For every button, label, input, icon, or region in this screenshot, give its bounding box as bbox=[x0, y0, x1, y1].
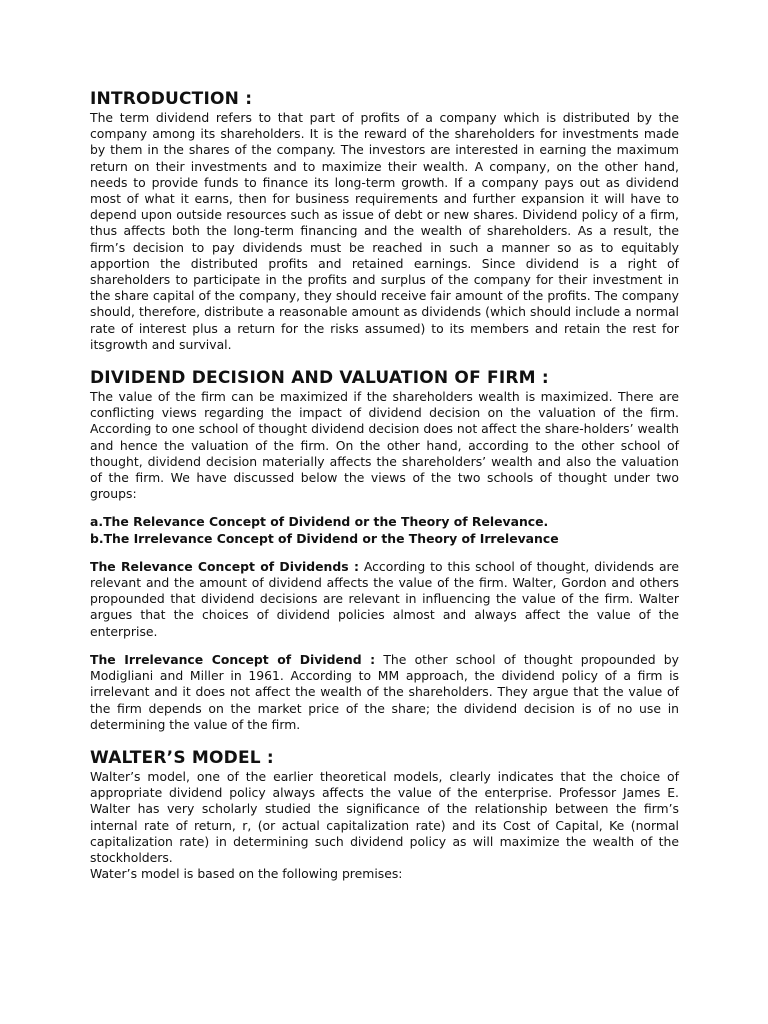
dividend-decision-body: The value of the firm can be maximized if the shareholders wealth is maximized. There are conflicting views regarding the impact of dividend decision on the valuation of the firm. According to one school of thought dividend decision does not affect the share-holders’ wealth and hence the valuation of the firm. On the other hand, according to the other school of thought, dividend decision materially affects the shareholders’ wealth and also the valuation of the firm. We have discussed below the views of the two schools of thought under two groups: bbox=[90, 389, 679, 502]
theory-list bbox=[90, 514, 679, 546]
walters-model-heading: WALTER’S MODEL : bbox=[90, 747, 274, 768]
list-item-text: The Relevance Concept of Dividend or the Theory of Relevance. bbox=[103, 514, 549, 530]
introduction-heading: INTRODUCTION : bbox=[90, 89, 253, 109]
spacer bbox=[90, 353, 679, 367]
list-marker: a. bbox=[90, 514, 104, 530]
irrelevance-body: The other school of thought propounded by Modigliani and Miller in 1961. According to MM approach, the dividend policy of a firm is irrelevant and it does not affect the wealth of the shareholders. They argue that the value of the firm depends on the market price of the share; the dividend decision is of no use in determining the value of the firm. bbox=[90, 651, 679, 732]
list-item-text: The Irrelevance Concept of Dividend or the Theory of Irrelevance bbox=[103, 530, 559, 546]
list-marker: b. bbox=[90, 530, 104, 546]
introduction-body: The term dividend refers to that part of profits of a company which is distributed by the company among its shareholders. It is the reward of the shareholders for investments made by them in the shares of the company. The investors are interested in earning the maximum return on their investments and to maximize their wealth. A company, on the other hand, needs to provide funds to finance its long-term growth. If a company pays out as dividend most of what it earns, then for business requirements and further expansion it will have to depend upon outside resources such as issue of debt or new shares. Dividend policy of a firm, thus affects both the long-term financing and the wealth of shareholders. As a result, the firm’s decision to pay dividends must be reached in such a manner so as to equitably apportion the distributed profits and retained earnings. Since dividend is a right of shareholders to participate in the profits and surplus of the company for their investment in the share capital of the company, they should receive fair amount of the profits. The company should, therefore, distribute a reasonable amount as dividends (which should include a normal rate of interest plus a return for the risks assumed) to its members and retain the rest for itsgrowth and survival. bbox=[90, 110, 679, 352]
walters-model-body: Walter’s model, one of the earlier theoretical models, clearly indicates that the choice of appropriate dividend policy always affects the value of the enterprise. Professor James E. Walter has very scholarly studied the significance of the relationship between the firm’s internal rate of return, r, (or actual capitalization rate) and its Cost of Capital, Ke (normal capitalization rate) in determining such dividend policy as will maximize the wealth of the stockholders. bbox=[90, 768, 679, 865]
spacer bbox=[90, 502, 679, 514]
irrelevance-paragraph bbox=[90, 652, 679, 733]
spacer bbox=[90, 640, 679, 652]
dividend-decision-heading: DIVIDEND DECISION AND VALUATION OF FIRM : bbox=[90, 368, 549, 389]
relevance-paragraph bbox=[90, 559, 679, 640]
relevance-body: According to this school of thought, dividends are relevant and the amount of dividend affects the value of the firm. Walter, Gordon and others propounded that dividend decisions are relevant in influencing the value of the firm. Walter argues that the choices of dividend policies almost and always affect the value of the enterprise. bbox=[90, 558, 679, 639]
spacer bbox=[90, 547, 679, 559]
irrelevance-lead: The Irrelevance Concept of Dividend : bbox=[90, 651, 376, 667]
list-item bbox=[90, 514, 679, 530]
spacer bbox=[90, 733, 679, 747]
document-page bbox=[90, 88, 679, 882]
relevance-lead: The Relevance Concept of Dividends : bbox=[90, 558, 359, 574]
walters-model-premises: Water’s model is based on the following premises: bbox=[90, 866, 403, 882]
list-item bbox=[90, 531, 679, 547]
